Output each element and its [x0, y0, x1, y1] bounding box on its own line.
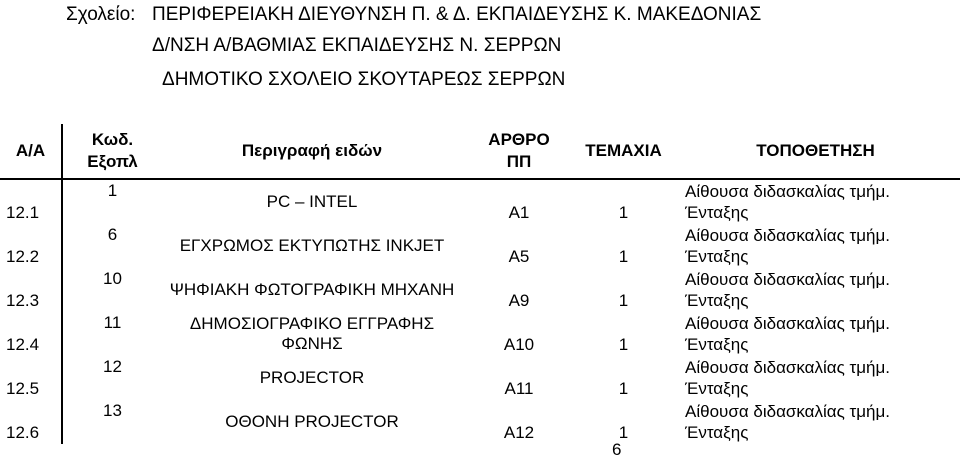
table-row	[0, 179, 960, 224]
directorate-primary: Δ/ΝΣΗ Α/ΒΑΘΜΙΑΣ ΕΚΠΑΙΔΕΥΣΗΣ Ν. ΣΕΡΡΩΝ	[152, 35, 562, 56]
cell-code: 10	[103, 269, 122, 288]
cell-quantity: 1	[618, 335, 629, 354]
cell-location: Αίθουσα διδασκαλίας τμήμ. Ένταξης	[685, 358, 891, 398]
table-row	[0, 268, 960, 312]
cell-description: ΟΘΟΝΗ PROJECTOR	[225, 412, 399, 431]
cell-quantity: 1	[618, 291, 629, 310]
cell-article: Α10	[503, 335, 535, 354]
cell-aa: 12.2	[0, 224, 62, 268]
cell-location: Αίθουσα διδασκαλίας τμήμ. Ένταξης	[685, 314, 891, 354]
cell-location: Αίθουσα διδασκαλίας τμήμ. Ένταξης	[685, 226, 891, 266]
cell-code: 6	[107, 225, 118, 244]
cell-description: ΔΗΜΟΣΙΟΓΡΑΦΙΚΟ ΕΓΓΡΑΦΗΣ ΦΩΝΗΣ	[189, 314, 435, 353]
cell-aa: 12.4	[0, 312, 62, 356]
cell-article: Α9	[508, 291, 530, 310]
directorate-regional: ΠΕΡΙΦΕΡΕΙΑΚΗ ΔΙΕΥΘΥΝΣΗ Π. & Δ. ΕΚΠΑΙΔΕΥΣΗΣ Κ. ΜΑΚΕΔΟΝΙΑΣ	[152, 4, 762, 25]
cell-aa: 12.5	[0, 356, 62, 400]
table-header-row	[0, 124, 960, 179]
table-row	[0, 356, 960, 400]
cell-aa: 12.6	[0, 400, 62, 444]
col-header-article: ΑΡΘΡΟ ΠΠ	[462, 124, 576, 179]
cell-article: Α1	[508, 203, 530, 222]
cell-article: Α5	[508, 247, 530, 266]
cell-code: 1	[107, 181, 118, 200]
cell-description: PC – INTEL	[266, 192, 358, 211]
cell-description: ΕΓΧΡΩΜΟΣ ΕΚΤΥΠΩΤΗΣ INKJET	[179, 236, 445, 255]
cell-quantity: 1	[618, 203, 629, 222]
cell-location: Αίθουσα διδασκαλίας τμήμ. Ένταξης	[685, 402, 891, 442]
cell-article: Α12	[503, 423, 535, 442]
school-name: ΔΗΜΟΤΙΚΟ ΣΧΟΛΕΙΟ ΣΚΟΥΤΑΡΕΩΣ ΣΕΡΡΩΝ	[162, 69, 566, 90]
table-row	[0, 224, 960, 268]
table-row	[0, 400, 960, 444]
cell-quantity: 1	[618, 247, 629, 266]
col-header-description: Περιγραφή ειδών	[162, 124, 462, 179]
cell-description: ΨΗΦΙΑΚΗ ΦΩΤΟΓΡΑΦΙΚΗ ΜΗΧΑΝΗ	[169, 280, 455, 299]
col-header-location: ΤΟΠΟΘΕΤΗΣΗ	[671, 124, 960, 179]
cell-quantity: 1	[618, 423, 629, 442]
cell-article: Α11	[504, 379, 534, 398]
cell-code: 11	[103, 313, 122, 332]
cell-aa: 12.3	[0, 268, 62, 312]
col-header-quantity: ΤΕΜΑΧΙΑ	[576, 124, 671, 179]
quantity-total: 6	[612, 440, 622, 459]
cell-location: Αίθουσα διδασκαλίας τμήμ. Ένταξης	[685, 182, 891, 222]
cell-location: Αίθουσα διδασκαλίας τμήμ. Ένταξης	[685, 270, 891, 310]
cell-code: 12	[103, 357, 122, 376]
school-label: Σχολείο:	[66, 4, 136, 25]
cell-aa: 12.1	[0, 179, 62, 224]
equipment-table	[0, 124, 960, 444]
cell-description: PROJECTOR	[259, 368, 365, 387]
cell-code: 13	[103, 401, 122, 420]
table-row	[0, 312, 960, 356]
col-header-aa: Α/Α	[0, 124, 62, 179]
cell-quantity: 1	[618, 379, 629, 398]
col-header-code: Κωδ. Εξοπλ	[62, 124, 162, 179]
